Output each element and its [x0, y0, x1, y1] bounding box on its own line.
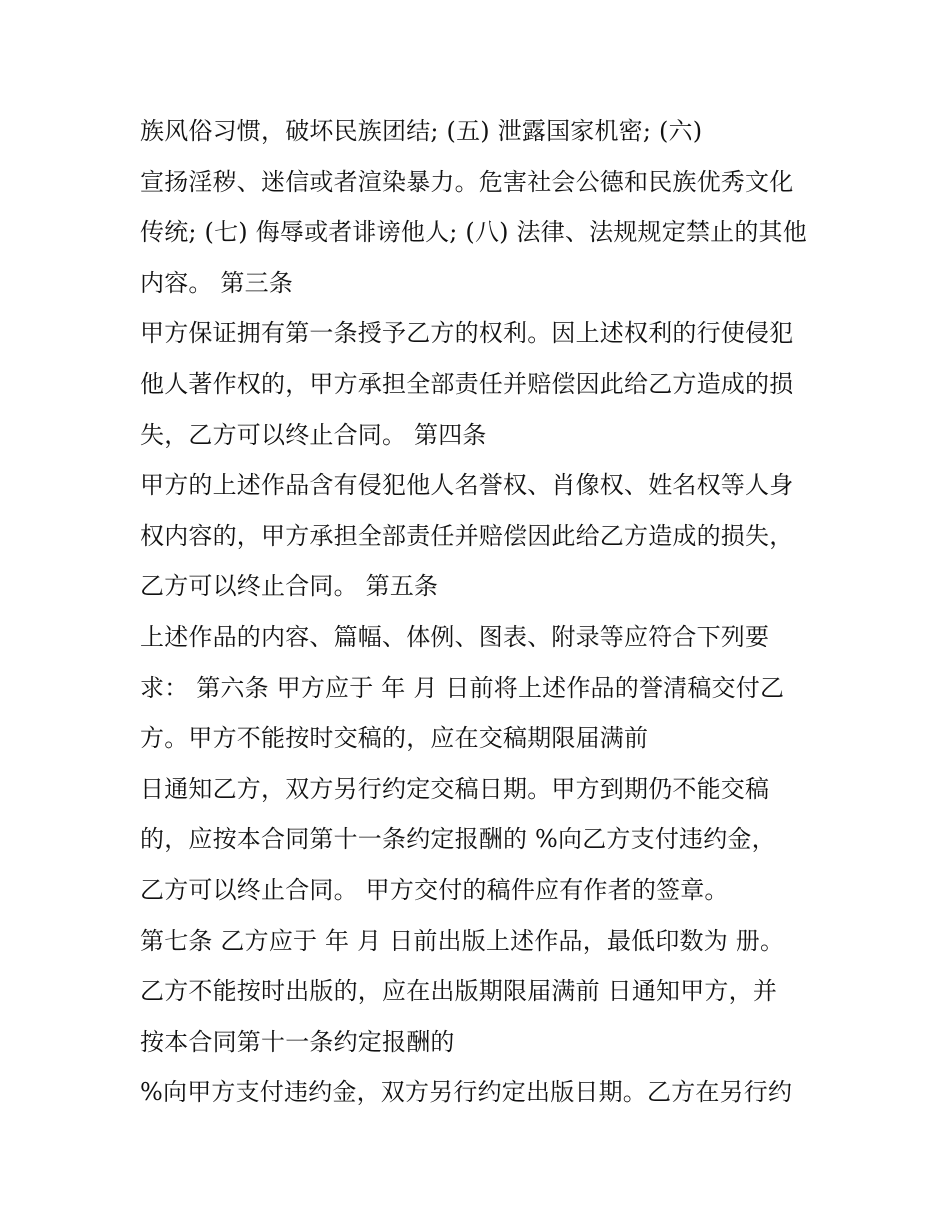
document-body: [140, 106, 830, 1118]
text-line: 方。甲方不能按时交稿的，应在交稿期限届满前: [140, 724, 649, 753]
text-line: 上述作品的内容、篇幅、体例、图表、附录等应符合下列要: [140, 622, 770, 651]
text-line: 日通知乙方，双方另行约定交稿日期。甲方到期仍不能交稿: [140, 774, 770, 803]
text-line: 按本合同第十一条约定报酬的: [140, 1027, 455, 1056]
text-line: 宣扬淫秽、迷信或者渲染暴力。危害社会公德和民族优秀文化: [140, 167, 794, 196]
text-line: 族风俗习惯，破坏民族团结; (五) 泄露国家机密; (六): [140, 117, 703, 145]
text-line: 乙方可以终止合同。 甲方交付的稿件应有作者的签章。: [140, 875, 729, 904]
text-line: 乙方可以终止合同。 第五条: [140, 572, 439, 601]
text-line: 失，乙方可以终止合同。 第四条: [140, 420, 487, 449]
text-line: 内容。 第三条: [140, 268, 294, 297]
text-line: 权内容的，甲方承担全部责任并赔偿因此给乙方造成的损失，: [140, 521, 794, 550]
text-line: 第七条 乙方应于 年 月 日前出版上述作品，最低印数为 册。: [140, 926, 785, 955]
text-line: 甲方保证拥有第一条授予乙方的权利。因上述权利的行使侵犯: [140, 319, 794, 348]
text-line: 他人著作权的，甲方承担全部责任并赔偿因此给乙方造成的损: [140, 369, 794, 398]
text-line: 求： 第六条 甲方应于 年 月 日前将上述作品的誉清稿交付乙: [140, 673, 785, 702]
text-line: 甲方的上述作品含有侵犯他人名誉权、肖像权、姓名权等人身: [140, 471, 794, 500]
text-line: 传统; (七) 侮辱或者诽谤他人; (八) 法律、法规规定禁止的其他: [140, 218, 807, 247]
text-line: 乙方不能按时出版的，应在出版期限届满前 日通知甲方，并: [140, 977, 778, 1006]
text-line: 的，应按本合同第十一条约定报酬的 %向乙方支付违约金，: [140, 825, 776, 854]
text-line: %向甲方支付违约金，双方另行约定出版日期。乙方在另行约: [140, 1078, 793, 1107]
